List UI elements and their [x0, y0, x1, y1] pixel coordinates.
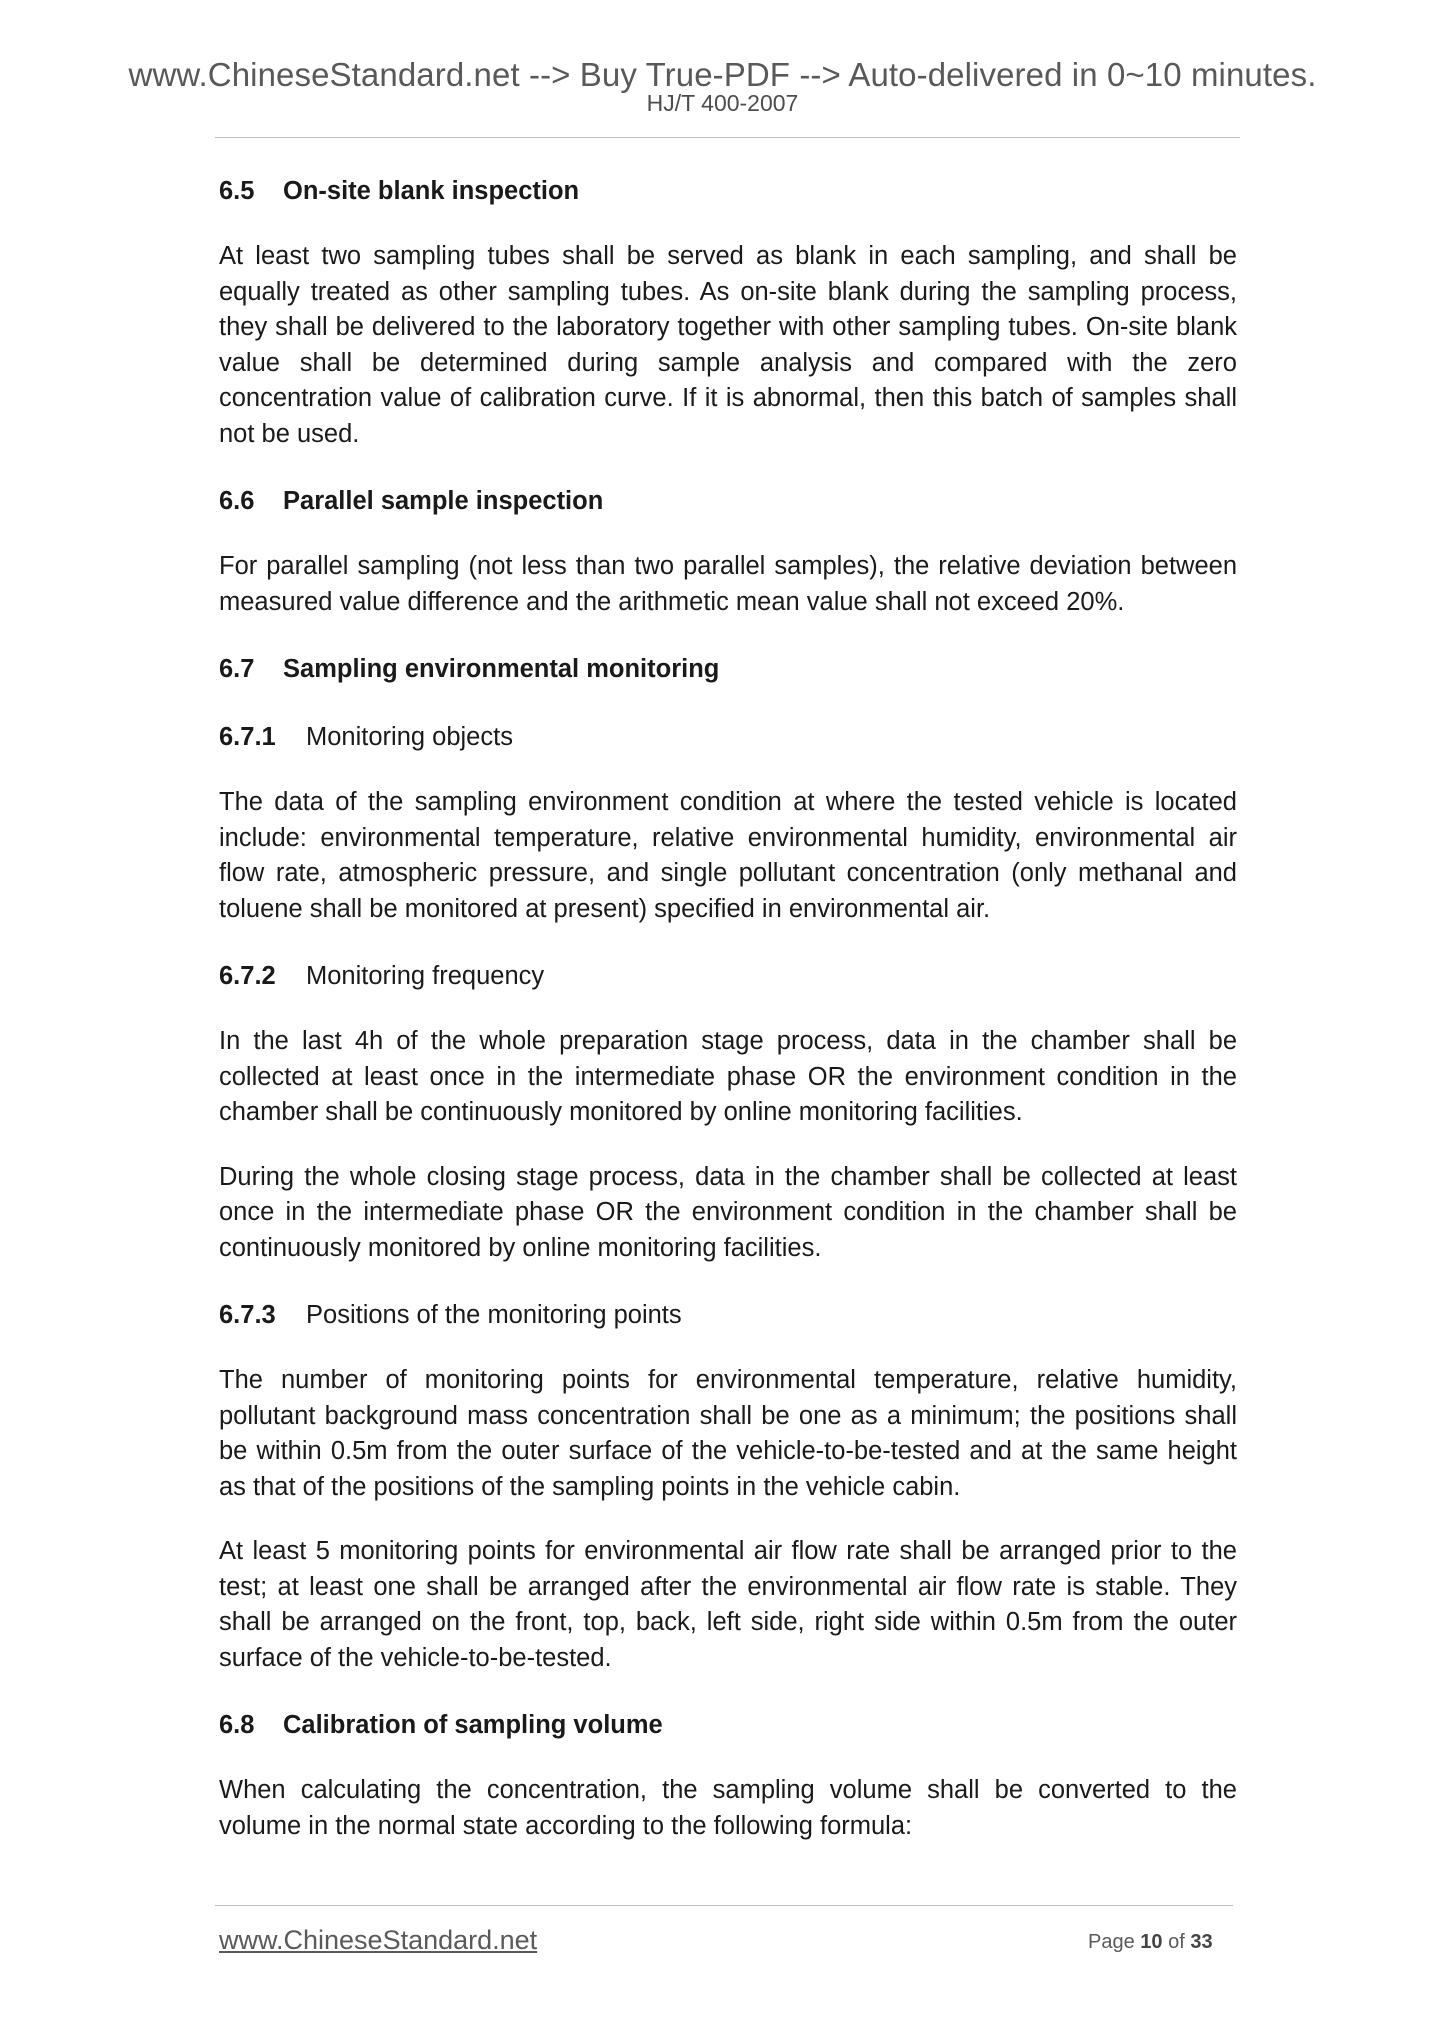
page-label: Page: [1088, 1931, 1135, 1953]
section-number: 6.8: [219, 1711, 255, 1739]
footer-divider: [215, 1905, 1233, 1906]
paragraph: During the whole closing stage process, data in the chamber shall be collected at least once in the intermediate phase OR the environment condition in the chamber shall be continuously monitored by online monitoring facilities.: [219, 1162, 1237, 1262]
paragraph: The number of monitoring points for environmental temperature, relative humidity, pollutant background mass concentration shall be one as a minimum; the positions shall be within 0.5m from the outer surface of the vehicle-to-be-tested and at the same height as that of the positions of the sampling points in the vehicle cabin.: [219, 1366, 1237, 1501]
page-content: [219, 171, 1237, 1873]
section-heading-6-5: [219, 171, 1237, 211]
paragraph: At least 5 monitoring points for environmental air flow rate shall be arranged prior to the test; at least one shall be arranged after the environmental air flow rate is stable. They shall be arranged on the front, top, back, left side, right side within 0.5m from the outer surface of the vehicle-to-be-tested.: [219, 1537, 1237, 1672]
section-heading-6-6: [219, 481, 1237, 521]
subsection-heading-6-7-3: [219, 1295, 1237, 1335]
document-id: HJ/T 400-2007: [646, 90, 799, 116]
page-of: of: [1168, 1931, 1185, 1953]
subsection-heading-6-7-2: [219, 956, 1237, 996]
paragraph: For parallel sampling (not less than two parallel samples), the relative deviation between measured value difference and the arithmetic mean value shall not exceed 20%.: [219, 552, 1237, 616]
section-title: Sampling environmental monitoring: [283, 655, 720, 683]
paragraph: The data of the sampling environment condition at where the tested vehicle is located include: environmental temperature, relative environmental humidity, environmental air flow rate, atmospheric pressure, and single pollutant concentration (only methanal and toluene shall be monitored at present) specified in environmental air.: [219, 788, 1237, 923]
header-divider: [215, 137, 1240, 138]
paragraph: In the last 4h of the whole preparation stage process, data in the chamber shall be collected at least once in the intermediate phase OR the environment condition in the chamber shall be continuously monitored by online monitoring facilities.: [219, 1027, 1237, 1126]
section-number: 6.5: [219, 177, 255, 205]
page-total: 33: [1190, 1931, 1213, 1953]
section-number: 6.7: [219, 655, 255, 683]
section-title: Calibration of sampling volume: [283, 1711, 663, 1739]
subsection-number: 6.7.1: [219, 723, 276, 751]
subsection-number: 6.7.3: [219, 1301, 276, 1329]
section-heading-6-7: [219, 649, 1237, 689]
subsection-number: 6.7.2: [219, 962, 276, 990]
section-title: Parallel sample inspection: [283, 487, 604, 515]
subsection-title: Monitoring objects: [306, 723, 513, 751]
subsection-heading-6-7-1: [219, 717, 1237, 757]
paragraph: At least two sampling tubes shall be served as blank in each sampling, and shall be equally treated as other sampling tubes. As on-site blank during the sampling process, they shall be delivered to the laboratory together with other sampling tubes. On-site blank value shall be determined during sample analysis and compared with the zero concentration value of calibration curve. If it is abnormal, then this batch of samples shall not be used.: [219, 242, 1237, 448]
paragraph: When calculating the concentration, the sampling volume shall be converted to the volume in the normal state according to the following formula:: [219, 1776, 1237, 1840]
page-number: [1088, 1931, 1213, 1954]
section-number: 6.6: [219, 487, 255, 515]
subsection-title: Positions of the monitoring points: [306, 1301, 682, 1329]
site-banner[interactable]: www.ChineseStandard.net --> Buy True-PDF --> Auto-delivered in 0~10 minutes.: [128, 56, 1317, 93]
section-title: On-site blank inspection: [283, 177, 580, 205]
footer-site-link[interactable]: www.ChineseStandard.net: [219, 1925, 538, 1955]
section-heading-6-8: [219, 1705, 1237, 1745]
page-current: 10: [1140, 1931, 1163, 1953]
subsection-title: Monitoring frequency: [306, 962, 545, 990]
